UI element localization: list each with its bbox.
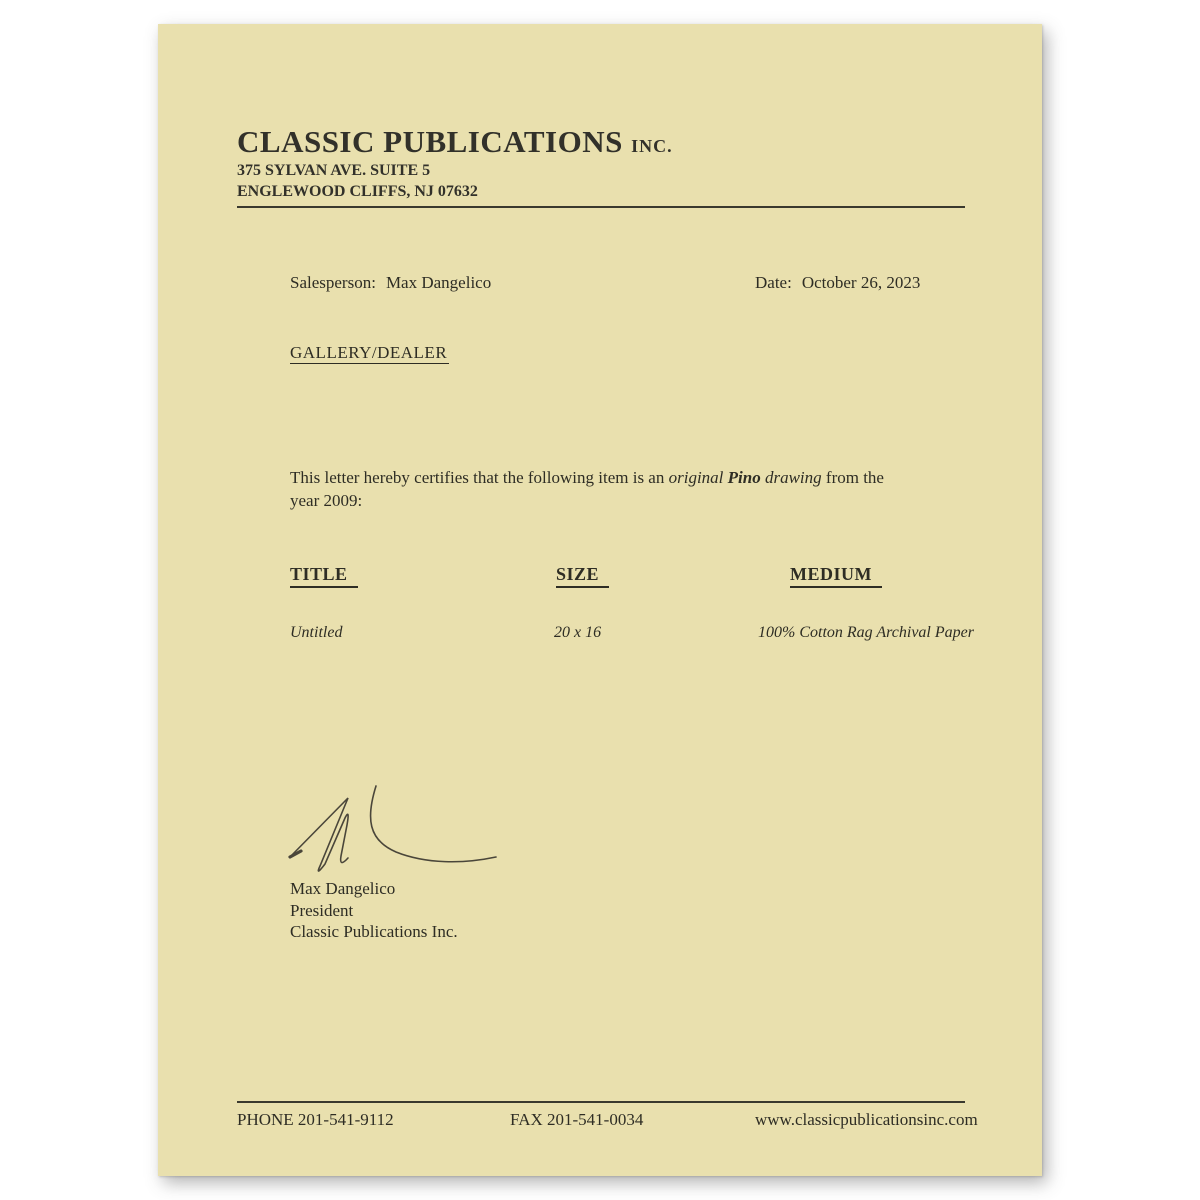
date-label: Date:: [755, 273, 792, 292]
cert-emph-drawing: drawing: [764, 468, 822, 487]
signatory-title: President: [290, 900, 354, 920]
cert-text-after: from the year 2009:: [290, 468, 884, 510]
footer-website: www.classicpublicationsinc.com: [755, 1110, 978, 1129]
address-line-1: 375 SYLVAN AVE. SUITE 5: [237, 162, 431, 179]
signatory-block: [290, 878, 458, 943]
column-header-size: SIZE: [556, 564, 609, 588]
column-header-size-wrap: [556, 564, 609, 585]
footer-divider: [237, 1101, 965, 1103]
cert-emph-artist: Pino: [727, 468, 761, 487]
certification-paragraph: [290, 466, 898, 512]
company-name-text: CLASSIC PUBLICATIONS: [237, 124, 623, 159]
date-value: October 26, 2023: [801, 273, 921, 292]
cert-text-before: This letter hereby certifies that the following item is an: [290, 468, 669, 487]
salesperson-row: [290, 273, 491, 293]
item-title-value: Untitled: [290, 624, 343, 641]
column-header-title: TITLE: [290, 564, 358, 588]
column-header-title-wrap: [290, 564, 358, 585]
certificate-document: [158, 24, 1042, 1176]
item-medium-value: 100% Cotton Rag Archival Paper: [758, 624, 974, 641]
company-suffix-text: INC.: [631, 136, 673, 156]
recipient-heading-wrap: [290, 343, 449, 363]
column-header-medium-wrap: [790, 564, 882, 585]
company-name: [237, 124, 673, 160]
date-row: [755, 273, 920, 293]
cert-emph-original: original: [668, 468, 724, 487]
salesperson-name: Max Dangelico: [385, 273, 492, 292]
salesperson-label: Salesperson:: [290, 273, 376, 292]
signatory-company: Classic Publications Inc.: [290, 922, 458, 941]
footer-fax: FAX 201-541-0034: [510, 1110, 644, 1129]
column-header-medium: MEDIUM: [790, 564, 882, 588]
header-divider: [237, 206, 965, 208]
signature-icon: [268, 780, 513, 885]
footer-phone: PHONE 201-541-9112: [237, 1110, 394, 1129]
address-line-2: ENGLEWOOD CLIFFS, NJ 07632: [237, 183, 478, 200]
item-size-value: 20 x 16: [554, 624, 602, 641]
signatory-name: Max Dangelico: [290, 879, 396, 898]
recipient-heading: GALLERY/DEALER: [290, 343, 448, 362]
